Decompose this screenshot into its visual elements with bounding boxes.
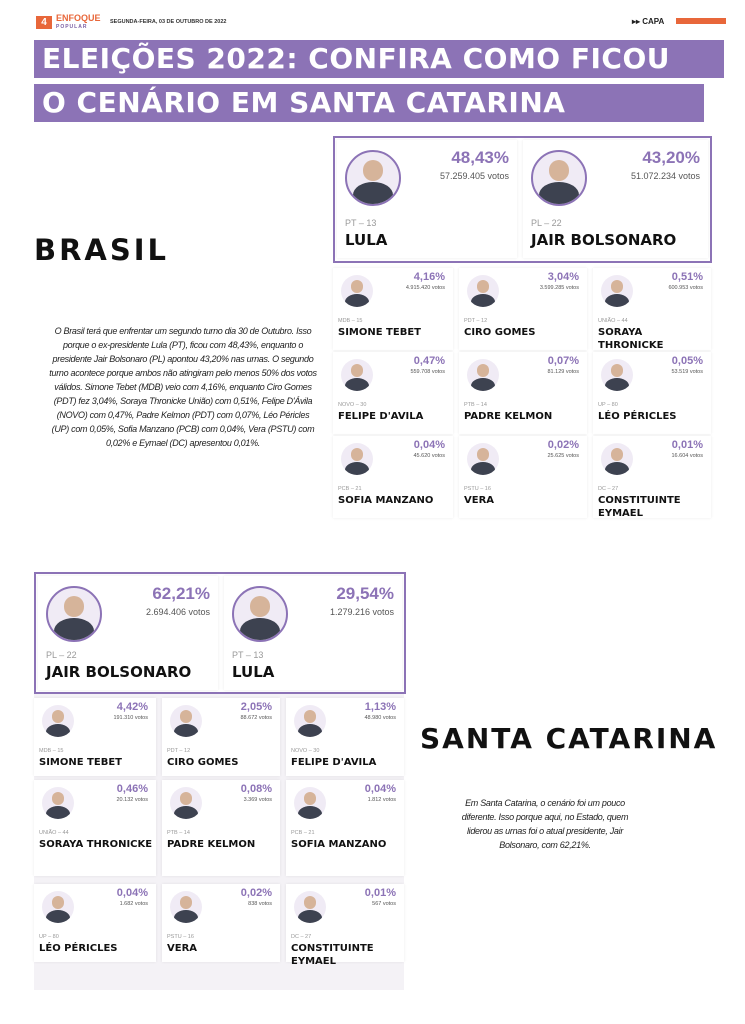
candidate-photo <box>467 443 499 475</box>
party-number: MDB – 15 <box>338 318 363 324</box>
party-number: UNIÃO – 44 <box>598 318 628 324</box>
candidate-card <box>162 698 280 776</box>
candidate-name: SIMONE TEBET <box>338 327 421 338</box>
candidate-card <box>286 884 404 967</box>
party-number: PT – 13 <box>345 218 377 228</box>
vote-percentage: 0,04% <box>413 439 445 451</box>
vote-count: 191.310 votos <box>113 715 148 721</box>
candidate-name: PADRE KELMON <box>464 411 553 422</box>
party-number: MDB – 15 <box>39 748 64 754</box>
brasil-text: O Brasil terá que enfrentar um segundo turno dia 30 de Outubro. Isso porque o ex-presidente Lula (PT), ficou com 48,43%, enquanto o presidente Jair Bolsonaro (PL) apontou 43,20% nas urnas. O segundo turno acontece porque ambos não atingiram pelo menos 50% dos votos válidos. Simone Tebet (MDB) veio com 4,16%, enquanto Ciro Gomes (PDT) fez 3,04%, Soraya Thronicke União) com 0,51%, Felipe D'Ávila (NOVO) com 0,47%, Padre Kelmon (PDT) com 0,07%, Léo Péricles (UP) com 0,05%, Sofia Manzano (PCB) com 0,04%, Vera (PSTU) com 0,02% e Eymael (DC) apresentou 0,01%. <box>49 326 317 448</box>
vote-percentage: 2,05% <box>240 701 272 713</box>
candidate-name: CIRO GOMES <box>464 327 536 338</box>
candidate-name: VERA <box>167 943 198 954</box>
candidate-photo <box>341 275 373 307</box>
party-number: PSTU – 16 <box>167 934 194 940</box>
party-number: PTB – 14 <box>464 402 487 408</box>
candidate-name: LÉO PÉRICLES <box>39 943 118 954</box>
candidate-name: PADRE KELMON <box>167 839 256 850</box>
header-accent-bar <box>676 18 726 24</box>
candidate-name: JAIR BOLSONARO <box>46 663 192 681</box>
vote-count: 48.980 votos <box>364 715 396 721</box>
vote-count: 3.599.285 votos <box>539 285 579 291</box>
candidate-name: CONSTITUINTE EYMAEL <box>598 495 681 519</box>
page-number: 4 <box>36 16 52 29</box>
vote-count: 600.953 votos <box>668 285 703 291</box>
candidate-card <box>333 268 453 350</box>
vote-count: 20.132 votos <box>116 797 148 803</box>
candidate-card <box>459 268 587 350</box>
candidate-name: CIRO GOMES <box>167 757 239 768</box>
vote-count: 838 votos <box>248 901 272 907</box>
vote-percentage: 0,07% <box>547 355 579 367</box>
candidate-name: SORAYA THRONICKE <box>598 327 664 351</box>
candidate-name: LÉO PÉRICLES <box>598 411 677 422</box>
candidate-photo <box>601 359 633 391</box>
vote-count: 16.604 votos <box>671 453 703 459</box>
vote-percentage: 0,51% <box>671 271 703 283</box>
vote-percentage: 1,13% <box>364 701 396 713</box>
vote-percentage: 0,02% <box>240 887 272 899</box>
candidate-card <box>593 352 711 434</box>
candidate-photo <box>42 705 74 737</box>
candidate-photo <box>341 443 373 475</box>
headline-line-1: ELEIÇÕES 2022: CONFIRA COMO FICOU <box>34 40 724 78</box>
candidate-card <box>593 436 711 518</box>
vote-percentage: 48,43% <box>451 148 509 167</box>
candidate-photo <box>294 787 326 819</box>
candidate-card <box>523 140 708 258</box>
candidate-photo <box>42 891 74 923</box>
candidate-photo <box>601 275 633 307</box>
vote-count: 45.620 votos <box>413 453 445 459</box>
candidate-name: LULA <box>345 231 388 249</box>
party-number: PSTU – 16 <box>464 486 491 492</box>
party-number: PCB – 21 <box>338 486 362 492</box>
party-number: NOVO – 30 <box>291 748 320 754</box>
vote-count: 25.625 votos <box>547 453 579 459</box>
candidate-photo <box>467 275 499 307</box>
candidate-card <box>286 698 404 776</box>
candidate-card <box>333 352 453 434</box>
vote-percentage: 29,54% <box>336 584 394 603</box>
vote-percentage: 3,04% <box>547 271 579 283</box>
candidate-name: FELIPE D'AVILA <box>338 411 424 422</box>
candidate-photo <box>46 586 102 642</box>
vote-percentage: 62,21% <box>152 584 210 603</box>
headline-line-2: O CENÁRIO EM SANTA CATARINA <box>34 84 704 122</box>
candidate-name: CONSTITUINTE EYMAEL <box>291 943 374 967</box>
sc-text: Em Santa Catarina, o cenário foi um pouco diferente. Isso porque aqui, no Estado, quem liderou as urnas foi o atual presidente, Jair Bolsonaro, com 62,21%. <box>461 798 629 850</box>
candidate-card <box>34 698 156 776</box>
vote-count: 88.672 votos <box>240 715 272 721</box>
candidate-card <box>162 780 280 876</box>
candidate-photo <box>294 705 326 737</box>
party-number: UP – 80 <box>598 402 618 408</box>
vote-count: 4.915.420 votos <box>405 285 445 291</box>
vote-percentage: 0,02% <box>547 439 579 451</box>
candidate-photo <box>345 150 401 206</box>
vote-percentage: 0,46% <box>116 783 148 795</box>
vote-percentage: 4,42% <box>116 701 148 713</box>
vote-count: 2.694.406 votos <box>145 607 210 617</box>
candidate-card <box>286 780 404 876</box>
vote-percentage: 0,05% <box>671 355 703 367</box>
vote-percentage: 0,01% <box>671 439 703 451</box>
vote-count: 559.708 votos <box>410 369 445 375</box>
candidate-name: LULA <box>232 663 275 681</box>
vote-count: 1.812 votos <box>367 797 396 803</box>
sc-title: SANTA CATARINA <box>420 722 718 755</box>
candidate-name: SOFIA MANZANO <box>338 495 434 506</box>
vote-percentage: 0,01% <box>364 887 396 899</box>
vote-percentage: 4,16% <box>413 271 445 283</box>
dateline: SEGUNDA-FEIRA, 03 DE OUTUBRO DE 2022 <box>110 19 227 25</box>
candidate-card <box>34 884 156 962</box>
section-label[interactable]: ▸▸ CAPA <box>632 17 665 26</box>
candidate-card <box>593 268 711 350</box>
candidate-photo <box>531 150 587 206</box>
candidate-photo <box>170 787 202 819</box>
party-number: PCB – 21 <box>291 830 315 836</box>
candidate-card <box>337 140 517 258</box>
party-number: UP – 80 <box>39 934 59 940</box>
party-number: PTB – 14 <box>167 830 190 836</box>
candidate-name: SOFIA MANZANO <box>291 839 387 850</box>
candidate-name: FELIPE D'AVILA <box>291 757 377 768</box>
vote-percentage: 0,04% <box>116 887 148 899</box>
vote-percentage: 0,08% <box>240 783 272 795</box>
vote-count: 53.519 votos <box>671 369 703 375</box>
candidate-photo <box>232 586 288 642</box>
party-number: PDT – 12 <box>464 318 488 324</box>
brasil-title: BRASIL <box>34 233 170 267</box>
candidate-card <box>162 884 280 962</box>
candidate-photo <box>294 891 326 923</box>
candidate-photo <box>341 359 373 391</box>
party-number: UNIÃO – 44 <box>39 830 69 836</box>
vote-count: 3.369 votos <box>243 797 272 803</box>
candidate-card <box>333 436 453 518</box>
candidate-photo <box>42 787 74 819</box>
vote-percentage: 43,20% <box>642 148 700 167</box>
party-number: PDT – 12 <box>167 748 191 754</box>
candidate-card <box>38 576 218 690</box>
party-number: DC – 27 <box>598 486 619 492</box>
candidate-card <box>34 780 156 876</box>
vote-count: 1.279.216 votos <box>329 607 394 617</box>
vote-count: 57.259.405 votos <box>439 171 509 181</box>
candidate-photo <box>170 891 202 923</box>
party-number: NOVO – 30 <box>338 402 367 408</box>
brand-logo: ENFOQUE POPULAR <box>56 13 101 30</box>
candidate-photo <box>170 705 202 737</box>
party-number: PT – 13 <box>232 650 264 660</box>
candidate-card <box>459 352 587 434</box>
candidate-name: SORAYA THRONICKE <box>39 839 153 850</box>
vote-count: 1.682 votos <box>119 901 148 907</box>
candidate-photo <box>467 359 499 391</box>
party-number: PL – 22 <box>46 650 77 660</box>
party-number: PL – 22 <box>531 218 562 228</box>
candidate-card <box>224 576 402 690</box>
candidate-name: SIMONE TEBET <box>39 757 122 768</box>
vote-percentage: 0,47% <box>413 355 445 367</box>
party-number: DC – 27 <box>291 934 312 940</box>
vote-percentage: 0,04% <box>364 783 396 795</box>
candidate-card <box>459 436 587 518</box>
candidate-name: VERA <box>464 495 495 506</box>
vote-count: 51.072.234 votos <box>630 171 700 181</box>
vote-count: 567 votos <box>372 901 396 907</box>
candidate-name: JAIR BOLSONARO <box>531 231 677 249</box>
candidate-photo <box>601 443 633 475</box>
vote-count: 81.129 votos <box>547 369 579 375</box>
